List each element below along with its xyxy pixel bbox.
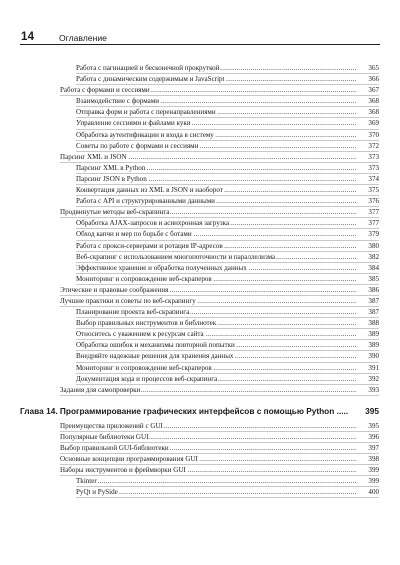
toc-entry[interactable] (0, 207, 400, 218)
toc-entry-text: Парсинг XML и JSON (60, 152, 127, 161)
toc-chapter-page: 395 (365, 405, 379, 416)
toc-entry[interactable] (0, 454, 400, 465)
toc-entry-text: Обход капчи и мер по борьбе с ботами (76, 230, 192, 239)
toc-entry-page: 389 (368, 341, 379, 350)
toc-entry-text: Советы по работе с формами и сессиями (76, 141, 199, 150)
toc-entry-page: 373 (368, 152, 379, 161)
toc-entry[interactable] (0, 432, 400, 443)
toc-entry[interactable] (0, 107, 400, 118)
toc-entry-text: Мониторинг и сопровождение веб-скраперов (76, 274, 212, 283)
toc-entry-text: Планирование проекта веб-скрапинга (76, 308, 190, 317)
toc-entry-page: 387 (368, 308, 379, 317)
toc-entry[interactable] (0, 63, 400, 74)
toc-entry[interactable] (0, 152, 400, 163)
toc-entry-page: 370 (368, 130, 379, 139)
toc-entry[interactable] (0, 229, 400, 240)
toc-entry[interactable] (0, 241, 400, 252)
toc-entry[interactable] (0, 374, 400, 385)
toc-entry-page: 393 (368, 385, 379, 394)
toc-entry[interactable] (0, 185, 400, 196)
running-title: Оглавление (59, 33, 107, 43)
toc-entry[interactable] (0, 252, 400, 263)
toc-entry[interactable] (0, 263, 400, 274)
toc-entry-page: 367 (368, 86, 379, 95)
toc-chapter-heading[interactable] (0, 404, 400, 418)
toc-entry-text: Конвертация данных из XML в JSON и наоборот (76, 186, 223, 195)
toc-entry[interactable] (0, 96, 400, 107)
toc-entry-text: Обработка ошибок и механизмы повторной попытки (76, 341, 235, 350)
toc-chapter-dots: ..... (334, 405, 349, 416)
toc-entry-page: 385 (368, 274, 379, 283)
toc-entry-underline (76, 497, 379, 498)
toc-entry[interactable] (0, 465, 400, 476)
toc-entry-text: Обработка AJAX-запросов и асинхронная загрузка (76, 219, 230, 228)
toc-entry[interactable] (0, 141, 400, 152)
toc-entry-text: Преимущества приложений с GUI (60, 421, 163, 430)
toc-entry-text: Выбор правильных инструментов и библиотек (76, 319, 217, 328)
toc-entry-text: Лучшие практики и советы по веб-скрапингу (60, 296, 196, 305)
toc-entry-text: Внедряйте надежные решения для хранения данных (76, 352, 234, 361)
toc-entry-page: 377 (368, 219, 379, 228)
toc-entry-page: 386 (368, 285, 379, 294)
toc-chapter-title (20, 404, 400, 418)
toc-entry-text: Продвинутые методы веб-скрапинга (60, 208, 170, 217)
page-header (0, 0, 400, 48)
toc-section-before-chapter (0, 63, 400, 396)
header-rule (20, 44, 380, 45)
toc-entry[interactable] (0, 340, 400, 351)
toc-entry[interactable] (0, 174, 400, 185)
toc-entry-underline (60, 395, 379, 396)
toc-entry-page: 395 (368, 421, 379, 430)
toc-entry-page: 390 (368, 352, 379, 361)
toc-entry-page: 372 (368, 141, 379, 150)
toc-entry-page: 400 (368, 488, 379, 497)
toc-entry[interactable] (0, 351, 400, 362)
toc-entry-page: 399 (368, 477, 379, 486)
toc-entry-page: 369 (368, 119, 379, 128)
toc-entry-text: Работа с прокси-серверами и ротация IP-адресов (76, 241, 223, 250)
toc-entry[interactable] (0, 163, 400, 174)
toc-entry[interactable] (0, 443, 400, 454)
toc-entry[interactable] (0, 363, 400, 374)
page-number: 14 (21, 31, 35, 43)
toc-entry[interactable] (0, 196, 400, 207)
toc-entry-page: 365 (368, 64, 379, 72)
toc-entry-page: 392 (368, 374, 379, 383)
toc-entry-text: Взаимодействие с формами (76, 97, 160, 106)
table-of-contents (0, 63, 400, 498)
toc-entry[interactable] (0, 85, 400, 96)
toc-entry-text: Веб-скрапинг с использованием многопоточности и параллелизма (76, 252, 276, 261)
toc-entry-page: 374 (368, 174, 379, 183)
toc-entry[interactable] (0, 318, 400, 329)
toc-entry[interactable] (0, 274, 400, 285)
toc-entry-text: Эффективное хранение и обработка полученных данных (76, 263, 247, 272)
toc-entry-page: 388 (368, 319, 379, 328)
toc-entry[interactable] (0, 476, 400, 487)
toc-chapter-text: Глава 14. Программирование графических интерфейсов с помощью Python (20, 405, 335, 416)
toc-entry[interactable] (0, 421, 400, 432)
toc-entry-page: 382 (368, 252, 379, 261)
toc-entry[interactable] (0, 385, 400, 396)
toc-entry-text: Основные концепции программирования GUI (60, 455, 198, 464)
toc-entry-text: Задания для самопроверки (60, 385, 141, 394)
toc-entry-page: 398 (368, 455, 379, 464)
toc-entry[interactable] (0, 218, 400, 229)
toc-entry-page: 376 (368, 197, 379, 206)
toc-entry-text: Парсинг JSON в Python (76, 174, 147, 183)
toc-entry-page: 373 (368, 163, 379, 172)
toc-entry[interactable] (0, 74, 400, 85)
toc-entry[interactable] (0, 296, 400, 307)
toc-entry-text: PyQt и PySide (76, 488, 118, 497)
toc-entry-page: 368 (368, 97, 379, 106)
toc-entry-text: Популярные библиотеки GUI (60, 432, 149, 441)
toc-entry-page: 368 (368, 108, 379, 117)
toc-entry-page: 396 (368, 432, 379, 441)
toc-entry-page: 387 (368, 296, 379, 305)
toc-entry-text: Обработка аутентификации и входа в систему (76, 130, 214, 139)
toc-entry-text: Этические и правовые соображения (60, 285, 169, 294)
toc-entry-text: Парсинг XML в Python (76, 163, 146, 172)
toc-entry-text: Относитесь с уважением к ресурсам сайта (76, 330, 204, 339)
toc-entry-page: 380 (368, 241, 379, 250)
toc-entry-text: Работа с динамическим содержимым и JavaScript (76, 75, 225, 84)
toc-entry-page: 397 (368, 444, 379, 452)
toc-entry-text: Документация кода и процессов веб-скрапинга (76, 374, 218, 383)
toc-entry-text: Мониторинг и сопровождение веб-скраперов (76, 363, 212, 372)
toc-entry-text: Выбор правильной GUI-библиотеки (60, 444, 169, 452)
toc-section-after-chapter (0, 421, 400, 499)
toc-entry-text: Tkinter (76, 477, 97, 486)
toc-entry[interactable] (0, 285, 400, 296)
toc-entry-text: Наборы инструментов и фреймворки GUI (60, 466, 186, 475)
toc-entry-page: 377 (368, 208, 379, 217)
toc-entry-page: 399 (368, 466, 379, 475)
toc-entry[interactable] (0, 487, 400, 498)
toc-entry[interactable] (0, 130, 400, 141)
toc-entry-page: 391 (368, 363, 379, 372)
toc-entry[interactable] (0, 329, 400, 340)
toc-entry[interactable] (0, 307, 400, 318)
toc-entry-text: Управление сессиями и файлами куки (76, 119, 191, 128)
toc-entry[interactable] (0, 118, 400, 129)
toc-entry-text: Работа с API и структурированными данными (76, 197, 215, 206)
toc-entry-page: 389 (368, 330, 379, 339)
toc-entry-page: 375 (368, 186, 379, 195)
toc-entry-text: Работа с пагинацией и бесконечной прокруткой (76, 64, 220, 72)
toc-entry-text: Работа с формами и сессиями (60, 86, 150, 95)
toc-entry-page: 366 (368, 75, 379, 84)
toc-entry-text: Отправка форм и работа с перенаправлениями (76, 108, 216, 117)
toc-entry-page: 379 (368, 230, 379, 239)
toc-entry-page: 384 (368, 263, 379, 272)
